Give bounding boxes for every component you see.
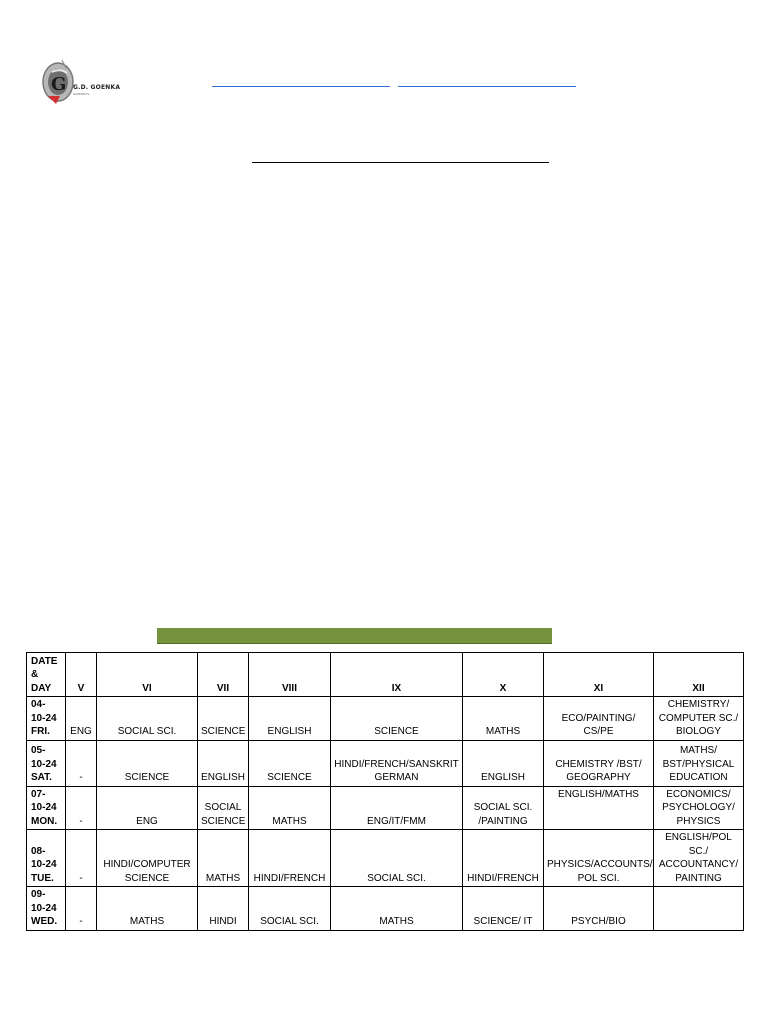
subject-cell: ECO/PAINTING/ CS/PE (544, 697, 654, 741)
subject-cell: SOCIAL SCI. (249, 887, 331, 931)
subject-cell: MATHS (198, 830, 249, 887)
title-underline (252, 162, 549, 163)
subject-cell: ENG (97, 786, 198, 830)
subject-cell: ENGLISH/POL SC./ ACCOUNTANCY/ PAINTING (654, 830, 744, 887)
subject-cell: SOCIAL SCI. (331, 830, 463, 887)
subject-cell: - (66, 830, 97, 887)
subject-cell: ENGLISH (249, 697, 331, 741)
date-day-cell: 09- 10-24 WED. (27, 887, 66, 931)
subject-cell: MATHS (249, 786, 331, 830)
subject-cell: CHEMISTRY /BST/ GEOGRAPHY (544, 740, 654, 786)
subject-cell: HINDI (198, 887, 249, 931)
header-class-x: X (463, 653, 544, 697)
table-row (27, 786, 744, 830)
header-class-xii: XII (654, 653, 744, 697)
header-link-underline-right[interactable] (398, 86, 576, 87)
subject-cell: - (66, 887, 97, 931)
header-link-underline-left[interactable] (212, 86, 390, 87)
subject-cell: MATHS/ BST/PHYSICAL EDUCATION (654, 740, 744, 786)
subject-cell: MATHS (97, 887, 198, 931)
header-class-vii: VII (198, 653, 249, 697)
date-day-cell: 07- 10-24 MON. (27, 786, 66, 830)
subject-cell: ENGLISH/MATHS (544, 786, 654, 830)
table-row (27, 887, 744, 931)
header-class-v: V (66, 653, 97, 697)
subject-cell: SOCIAL SCI. /PAINTING (463, 786, 544, 830)
subject-cell: MATHS (331, 887, 463, 931)
table-row (27, 830, 744, 887)
subject-cell: SCIENCE (249, 740, 331, 786)
subject-cell: HINDI/FRENCH (249, 830, 331, 887)
logo-text: G.D. GOENKA (73, 84, 121, 91)
date-day-cell: 05- 10-24 SAT. (27, 740, 66, 786)
date-day-cell: 08- 10-24 TUE. (27, 830, 66, 887)
subject-cell: ECONOMICS/ PSYCHOLOGY/ PHYSICS (654, 786, 744, 830)
subject-cell: CHEMISTRY/ COMPUTER SC./ BIOLOGY (654, 697, 744, 741)
header-class-vi: VI (97, 653, 198, 697)
subject-cell: PHYSICS/ACCOUNTS/ POL SCI. (544, 830, 654, 887)
subject-cell: SCIENCE (97, 740, 198, 786)
date-day-cell: 04- 10-24 FRI. (27, 697, 66, 741)
subject-cell: - (66, 740, 97, 786)
table-row (27, 740, 744, 786)
header-class-viii: VIII (249, 653, 331, 697)
subject-cell: SCIENCE (331, 697, 463, 741)
subject-cell: MATHS (463, 697, 544, 741)
subject-cell: ENGLISH (198, 740, 249, 786)
header-date-day: DATE & DAY (27, 653, 66, 697)
subject-cell: HINDI/FRENCH (463, 830, 544, 887)
exam-timetable (26, 652, 744, 931)
subject-cell: SOCIAL SCI. (97, 697, 198, 741)
subject-cell: ENG/IT/FMM (331, 786, 463, 830)
logo-subtext: GATEWAYS (73, 92, 90, 96)
table-header-row (27, 653, 744, 697)
svg-text:G: G (51, 74, 67, 95)
subject-cell: SCIENCE/ IT (463, 887, 544, 931)
timetable-heading-bar (157, 628, 552, 644)
subject-cell: SOCIAL SCIENCE (198, 786, 249, 830)
subject-cell: SCIENCE (198, 697, 249, 741)
subject-cell: ENGLISH (463, 740, 544, 786)
subject-cell: PSYCH/BIO (544, 887, 654, 931)
subject-cell (654, 887, 744, 931)
table-row (27, 697, 744, 741)
subject-cell: HINDI/FRENCH/SANSKRIT GERMAN (331, 740, 463, 786)
subject-cell: - (66, 786, 97, 830)
header-class-ix: IX (331, 653, 463, 697)
subject-cell: ENG (66, 697, 97, 741)
header-class-xi: XI (544, 653, 654, 697)
subject-cell: HINDI/COMPUTER SCIENCE (97, 830, 198, 887)
